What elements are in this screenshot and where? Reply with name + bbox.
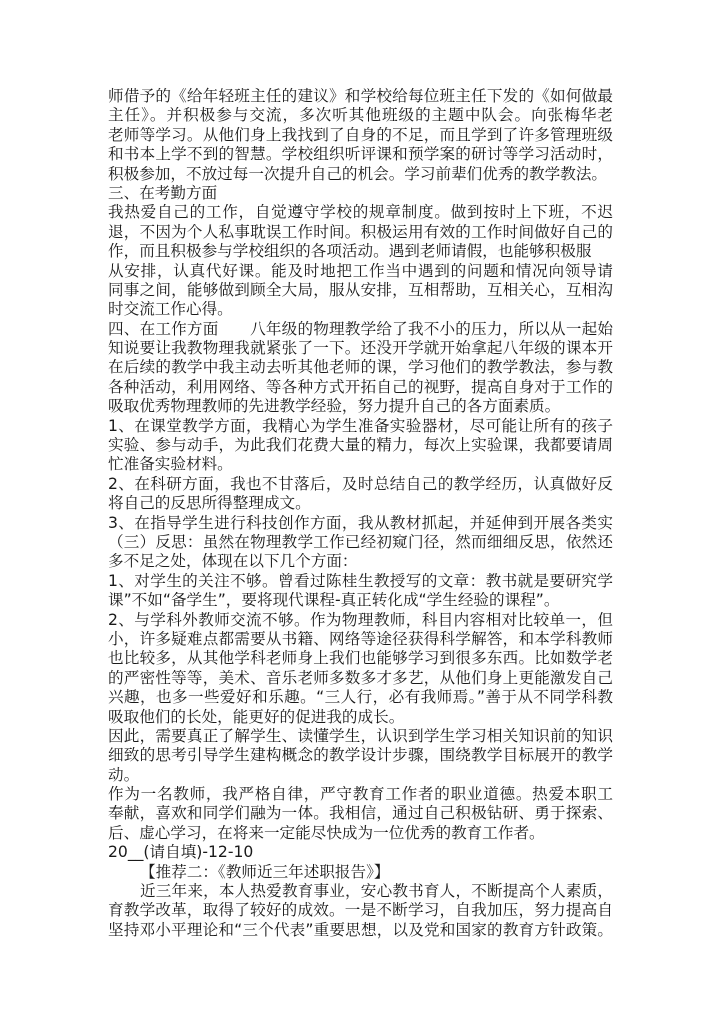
document-body (108, 87, 613, 940)
text-line: 1、在课堂教学方面，我精心为学生准备实验器材，尽可能让所有的孩子 (108, 416, 613, 435)
text-line: 老师等学习。从他们身上我找到了自身的不足，而且学到了许多管理班级 (108, 125, 613, 144)
text-line: 多不足之处，体现在以下几个方面： (108, 552, 358, 571)
text-line: 作为一名教师，我严格自律，严守教育工作者的职业道德。热爱本职工 (108, 785, 613, 804)
text-line: 三、在考勤方面 (108, 183, 218, 202)
text-line: 吸取他们的长处，能更好的促进我的成长。 (108, 707, 405, 726)
text-line: 1、对学生的关注不够。曾看过陈桂生教授写的文章：教书就是要研究学 (108, 571, 613, 590)
text-line: 知说要让我教物理我就紧张了一下。还没开学就开始拿起八年级的课本开 (108, 339, 613, 358)
text-line: 忙准备实验材料。 (108, 455, 233, 474)
text-line: 也比较多，从其他学科老师身上我们也能够学习到很多东西。比如数学老 (108, 649, 613, 668)
text-line: 课”不如“备学生”，要将现代课程-真正转化成“学生经验的课程”。 (108, 591, 560, 610)
text-line: 将自己的反思所得整理成文。 (108, 494, 311, 513)
text-line: 从安排，认真代好课。能及时地把工作当中遇到的问题和情况向领导请 (108, 261, 613, 280)
text-line: 动。 (108, 765, 140, 784)
text-line: 奉献，喜欢和同学们融为一体。我相信，通过自己积极钻研、勇于探索、 (108, 804, 613, 823)
text-line: 育教学改革，取得了较好的成效。一是不断学习，自我加压，努力提高自 (108, 901, 613, 920)
text-line: 主任》。并积极参与交流，多次听其他班级的主题中队会。向张梅华老 (108, 106, 613, 125)
text-line: 师借予的《给年轻班主任的建议》和学校给每位班主任下发的《如何做最 (108, 87, 613, 105)
text-line: 和书本上学不到的智慧。学校组织听评课和预学案的研讨等学习活动时， (108, 145, 613, 164)
text-line: 3、在指导学生进行科技创作方面，我从教材抓起，并延伸到开展各类实 (108, 513, 613, 532)
text-line: 的严密性等等，美术、音乐老师多数多才多艺，从他们身上更能激发自己 (108, 668, 613, 687)
text-line: 坚持邓小平理论和“三个代表”重要思想，以及党和国家的教育方针政策。 (108, 920, 613, 939)
text-line: 同事之间，能够做到顾全大局，服从安排，互相帮助，互相关心，互相沟 (108, 280, 613, 299)
text-line: 【推荐二：《教师近三年述职报告》】 (140, 862, 390, 881)
text-line: 退，不因为个人私事耽误工作时间。积极运用有效的工作时间做好自己的 (108, 222, 613, 241)
text-line: 积极参加，不放过每一次提升自己的机会。学习前辈们优秀的教学教法。 (108, 164, 608, 183)
text-line: 时交流工作心得。 (108, 300, 233, 319)
text-line: 兴趣，也多一些爱好和乐趣。“三人行，必有我师焉。”善于从不同学科教 (108, 688, 613, 707)
text-line: 实验、参与动手，为此我们花费大量的精力，每次上实验课，我都要请周 (108, 436, 613, 455)
text-line: 细致的思考引导学生建构概念的教学设计步骤，围绕教学目标展开的教学 (108, 746, 613, 765)
text-line: 吸取优秀物理教师的先进教学经验，努力提升自己的各方面素质。 (108, 397, 561, 416)
text-line: 在后续的教学中我主动去听其他老师的课，学习他们的教学教法，参与教 (108, 358, 613, 377)
text-line: 各种活动，利用网络、等各种方式开拓自己的视野，提高自身对于工作的 (108, 377, 613, 396)
text-line: 我热爱自己的工作，自觉遵守学校的规章制度。做到按时上下班，不迟 (108, 203, 613, 222)
text-line: 四、在工作方面 八年级的物理教学给了我不小的压力，所以从一起始 (108, 319, 613, 338)
text-line: 作，而且积极参与学校组织的各项活动。遇到老师请假，也能够积极服 (108, 242, 592, 261)
text-line: 因此，需要真正了解学生、读懂学生，认识到学生学习相关知识前的知识 (108, 726, 613, 745)
text-line: 20__(请自填)-12-10 (108, 843, 254, 862)
text-line: 近三年来，本人热爱教育事业，安心教书育人，不断提高个人素质， (140, 882, 613, 901)
text-line: 2、与学科外教师交流不够。作为物理教师，科目内容相对比较单一，但 (108, 610, 613, 629)
text-line: （三）反思：虽然在物理教学工作已经初窥门径，然而细细反思，依然还 (108, 532, 613, 551)
text-line: 2、在科研方面，我也不甘落后，及时总结自己的教学经历，认真做好反 (108, 474, 613, 493)
text-line: 小，许多疑难点都需要从书籍、网络等途径获得科学解答，和本学科教师 (108, 629, 613, 648)
text-line: 后、虚心学习，在将来一定能尽快成为一位优秀的教育工作者。 (108, 823, 545, 842)
